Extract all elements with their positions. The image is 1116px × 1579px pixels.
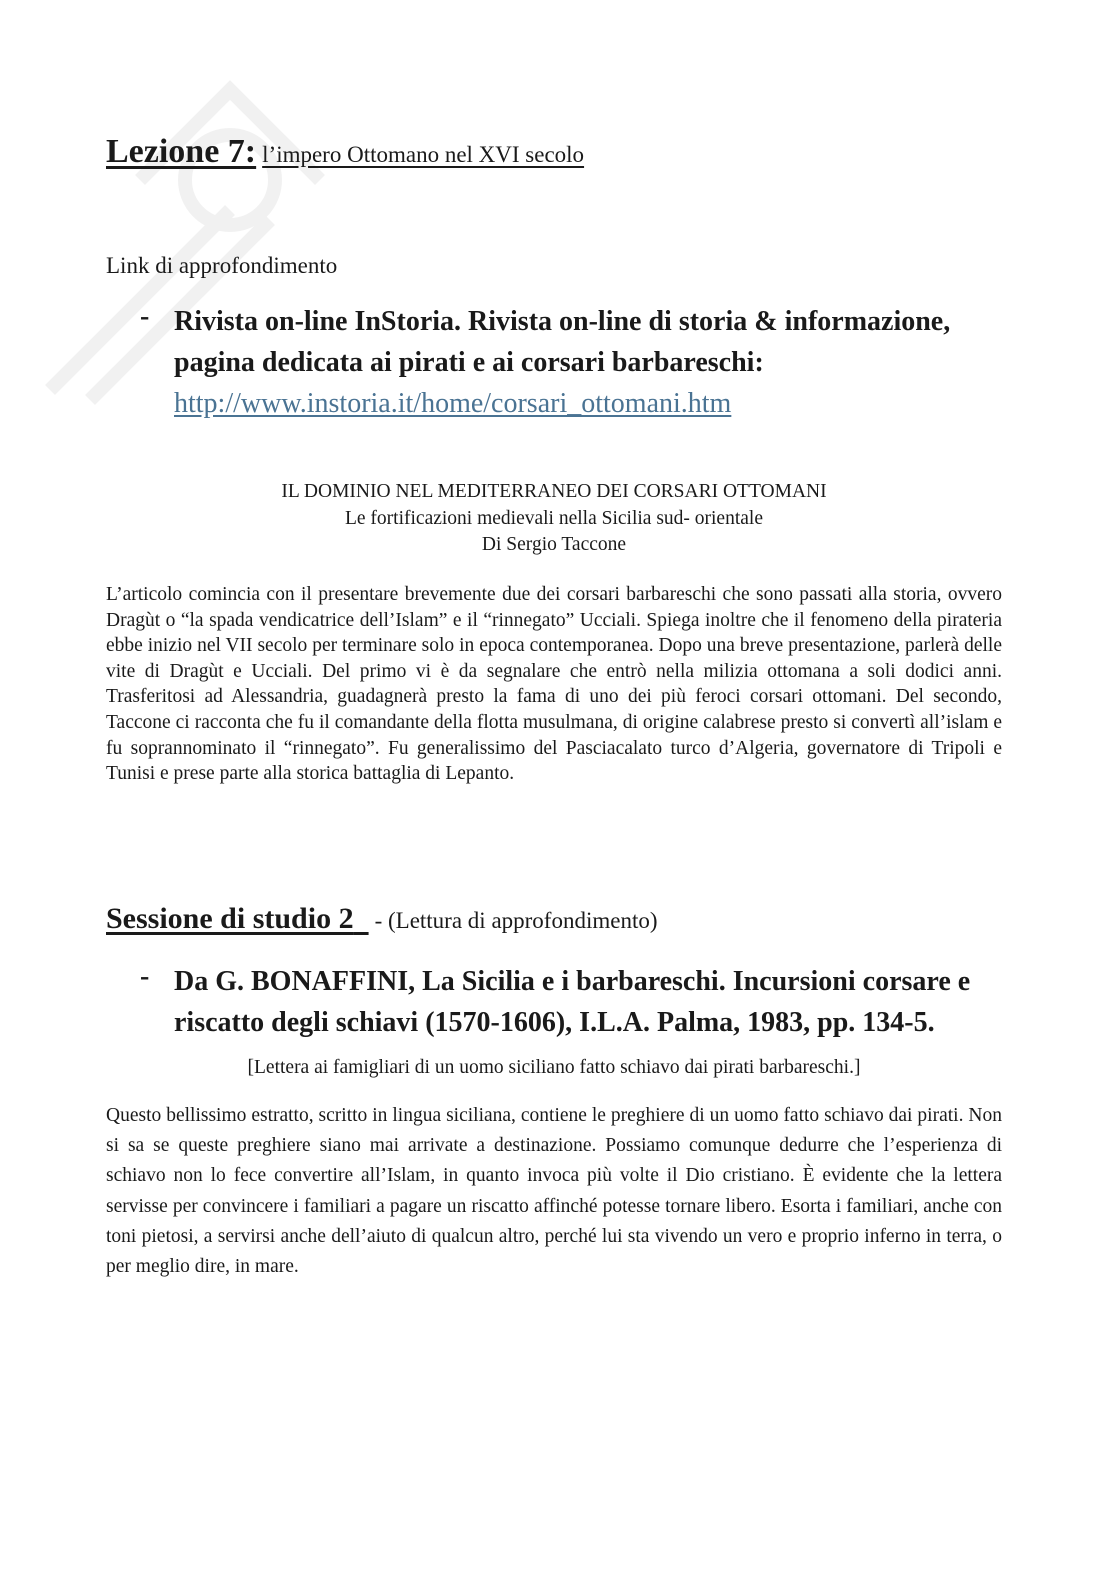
- article-header: [106, 479, 1002, 559]
- session-subtitle: - (Lettura di approfondimento): [374, 908, 658, 933]
- article-title: IL DOMINIO NEL MEDITERRANEO DEI CORSARI OTTOMANI: [281, 481, 827, 502]
- session-heading: [106, 902, 658, 936]
- links-section-label: Link di approfondimento: [106, 253, 338, 278]
- resource-link[interactable]: http://www.instoria.it/home/corsari_ottomani.htm: [174, 388, 732, 419]
- lesson-title: Lezione 7:: [106, 133, 257, 170]
- resource-description: [174, 301, 1024, 424]
- bullet-marker: -: [140, 301, 150, 332]
- article-author: Di Sergio Taccone: [481, 534, 627, 555]
- reading-citation: Da G. BONAFFINI, La Sicilia e i barbareschi. Incursioni corsare e riscatto degli schiavi (1570-1606), I.L.A. Palma, 1983, pp. 134-5.: [174, 966, 971, 1038]
- session-title: Sessione di studio 2: [106, 902, 354, 935]
- article-subtitle: Le fortificazioni medievali nella Sicilia sud- orientale: [344, 507, 763, 529]
- lesson-heading: [106, 133, 584, 171]
- lesson-subtitle: l’impero Ottomano nel XVI secolo: [262, 142, 585, 167]
- resource-text: Rivista on-line InStoria. Rivista on-line di storia & informazione, pagina dedicata ai pirati e ai corsari barbareschi:: [174, 306, 951, 378]
- session-title-trailing-underline: [354, 902, 369, 935]
- article-summary: L’articolo comincia con il presentare brevemente due dei corsari barbareschi che sono passati alla storia, ovvero Dragùt o “la spada vendicatrice dell’Islam” e il “rinnegato” Ucciali. Spiega inoltre che il fenomeno della pirateria ebbe inizio nel VII secolo per terminare solo in epoca contemporanea. Dopo una breve presentazione, parlerà delle vite di Dragùt e Ucciali. Del primo vi è da segnalare che entrò nella milizia ottomana a soli dodici anni. Trasferitosi ad Alessandria, guadagnerà presto la fama di uno dei più feroci corsari ottomani. Del secondo, Taccone ci racconta che fu il comandante della flotta musulmana, di origine calabrese presto si convertì all’islam e fu soprannominato il “rinnegato”. Fu generalissimo del Pasciacalato turco d’Algeria, governatore di Tripoli e Tunisi e prese parte alla storica battaglia di Lepanto.: [106, 584, 1002, 785]
- session-summary: Questo bellissimo estratto, scritto in lingua siciliana, contiene le preghiere di un uomo fatto schiavo dai pirati. Non si sa se queste preghiere siano mai arrivate a destinazione. Possiamo comunque dedurre che l’esperienza di schiavo non lo fece convertire all’Islam, in quanto invoca più volte il Dio cristiano. È evidente che la lettera servisse per convincere i familiari a pagare un riscatto affinché potesse tornare libero. Esorta i familiari, anche con toni pietosi, a servirsi anche dell’aiuto di qualcun altro, perché lui sta vivendo un vero e proprio inferno in terra, o per meglio dire, in mare.: [106, 1105, 1002, 1278]
- reading-note: [Lettera ai famigliari di un uomo siciliano fatto schiavo dai pirati barbareschi.]: [247, 1057, 861, 1078]
- bullet-marker: -: [140, 961, 150, 992]
